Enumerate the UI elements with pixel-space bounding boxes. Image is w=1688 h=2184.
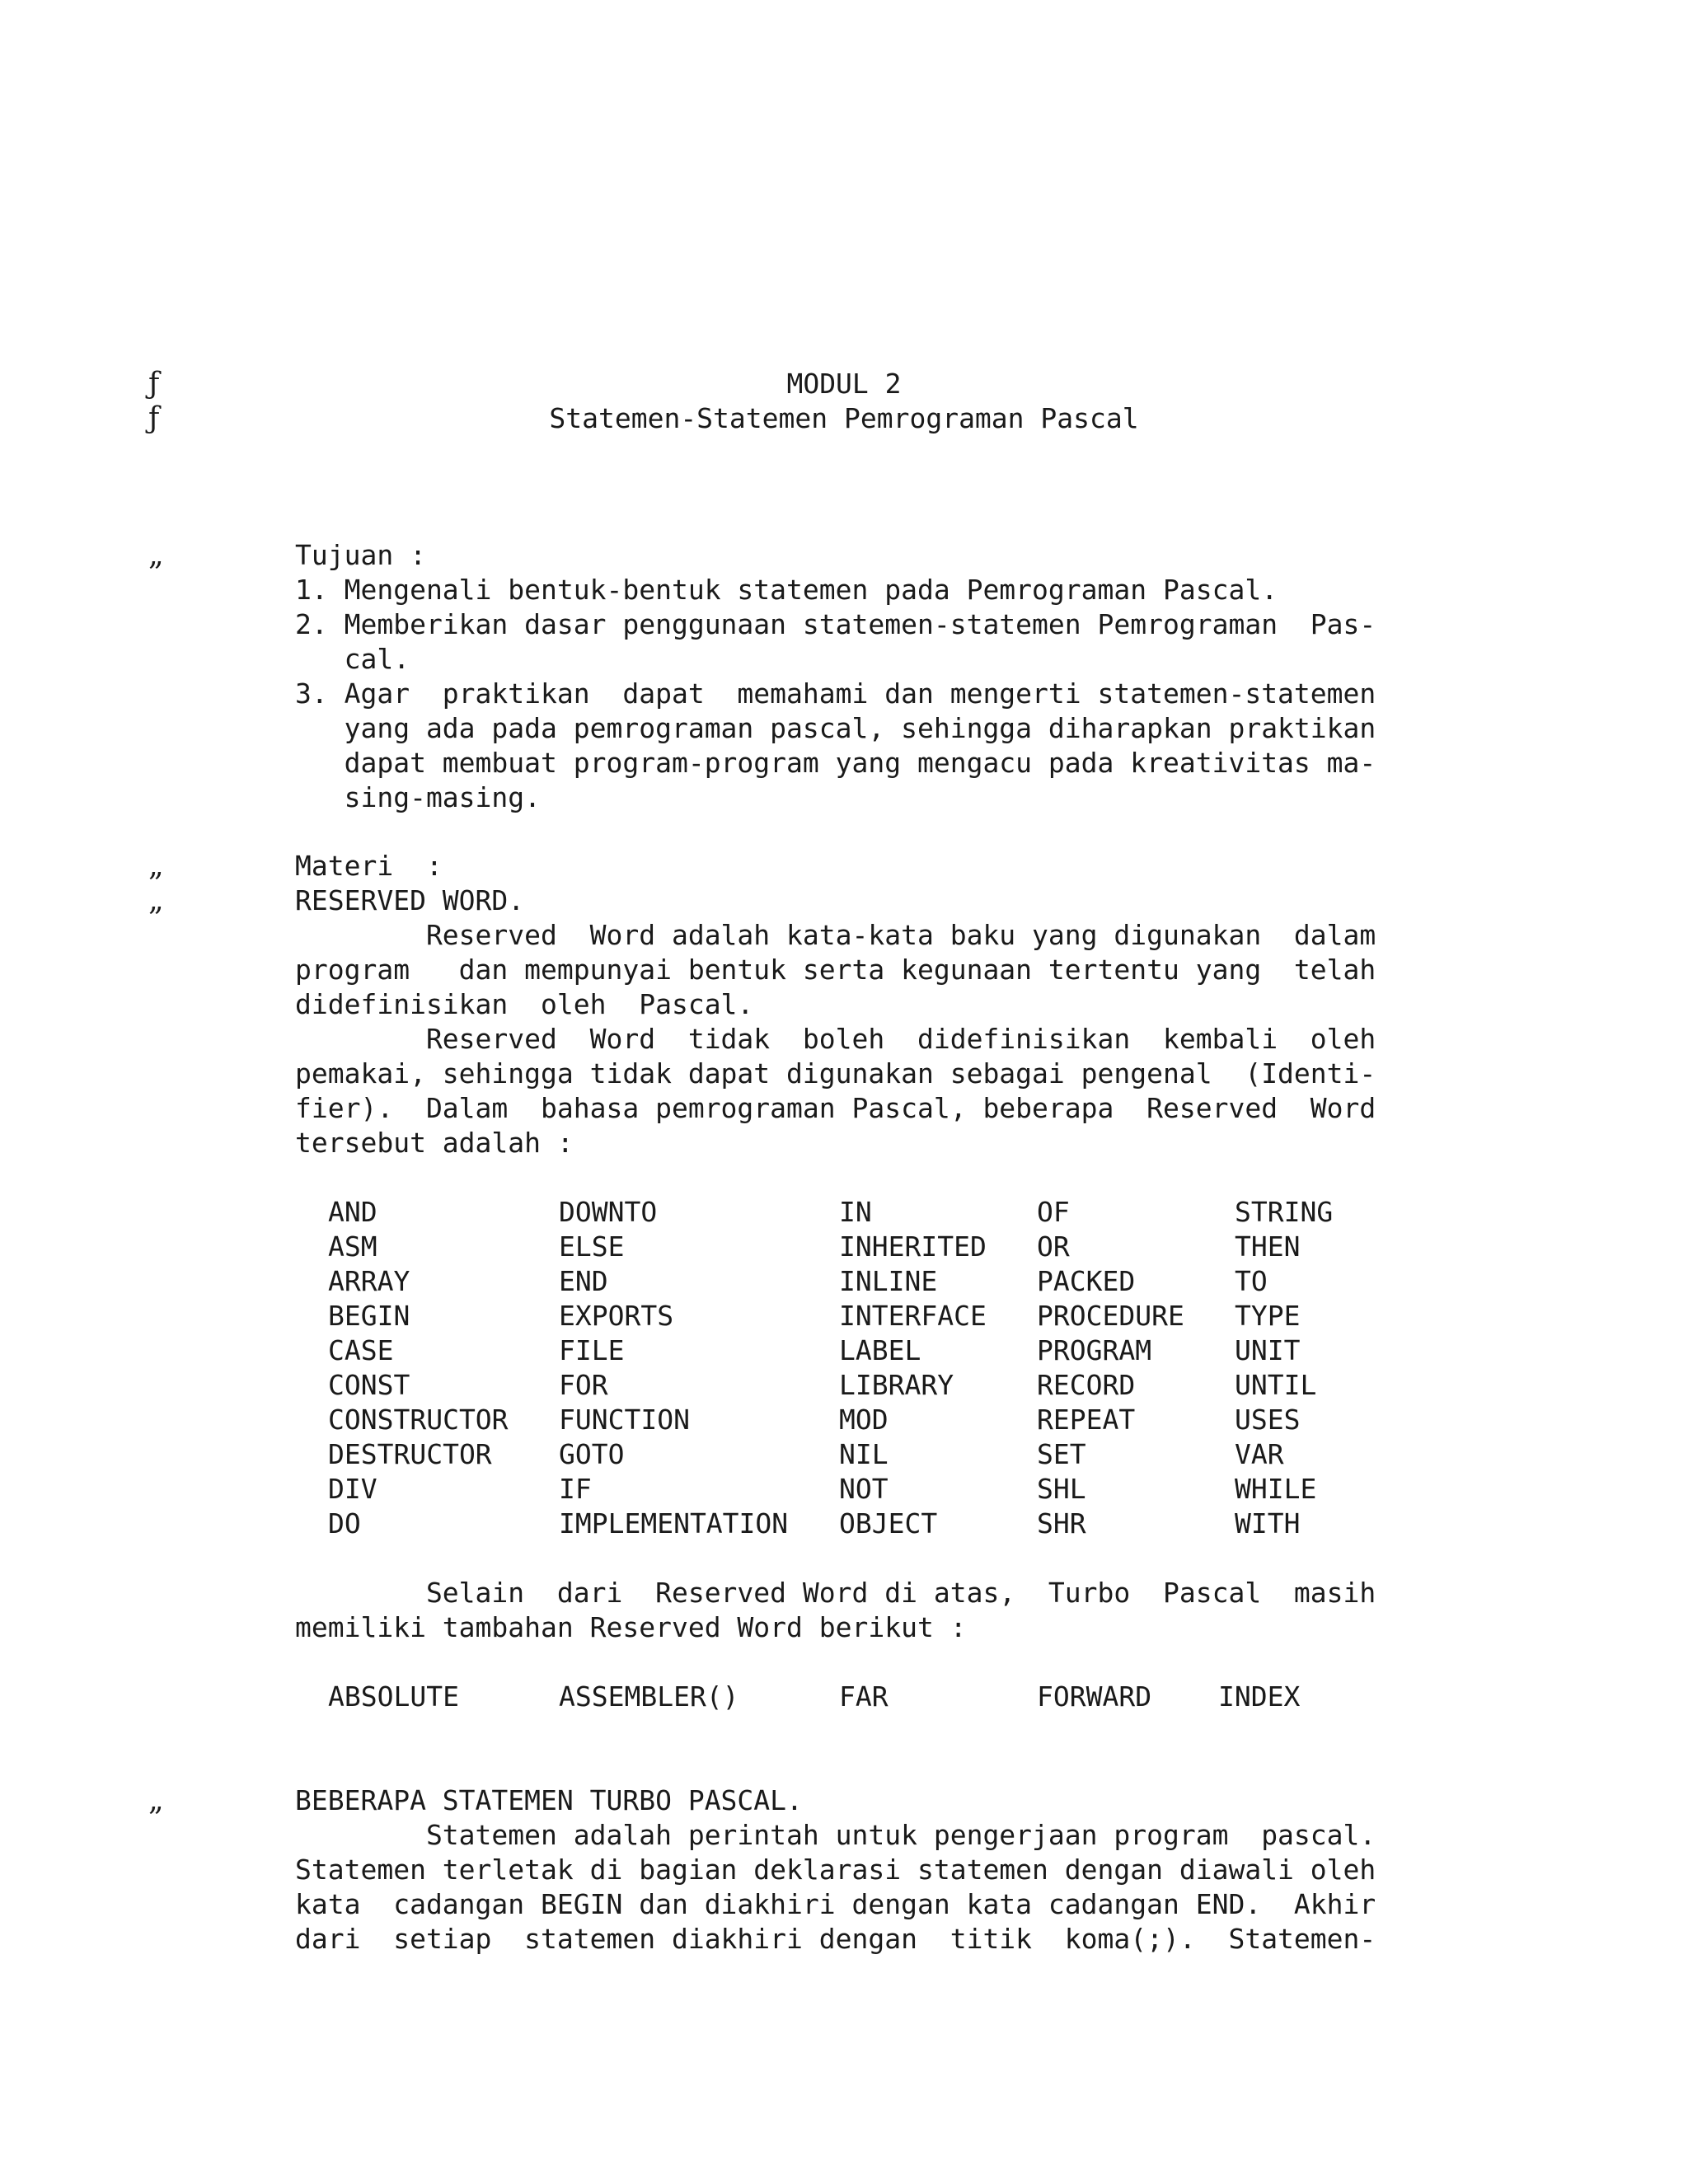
reserved-word: PROGRAM: [1037, 1334, 1152, 1366]
reserved-word: ASM: [328, 1230, 377, 1263]
reserved-word: TYPE: [1235, 1300, 1301, 1332]
paragraph-line: fier). Dalam bahasa pemrograman Pascal, beberapa Reserved Word: [295, 1092, 1376, 1124]
reserved-word: MOD: [839, 1404, 889, 1436]
reserved-word: OF: [1037, 1196, 1070, 1228]
reserved-word: TO: [1235, 1265, 1268, 1297]
reserved-word: STRING: [1235, 1196, 1334, 1228]
reserved-word: DIV: [328, 1473, 377, 1505]
reserved-word: SHR: [1037, 1507, 1086, 1540]
materi-marker: „: [148, 849, 164, 883]
tujuan-item: 1. Mengenali bentuk-bentuk statemen pada Pemrograman Pascal.: [295, 574, 1278, 606]
reserved-word: OBJECT: [839, 1507, 938, 1540]
module-title: MODUL 2: [786, 368, 902, 400]
module-subtitle: Statemen-Statemen Pemrograman Pascal: [549, 402, 1139, 434]
reserved-word: IMPLEMENTATION: [559, 1507, 789, 1540]
reserved-word: USES: [1235, 1404, 1301, 1436]
reserved-word: OR: [1037, 1230, 1070, 1263]
reserved-word: AND: [328, 1196, 377, 1228]
reserved-word: UNTIL: [1235, 1369, 1317, 1401]
tujuan-heading: Tujuan :: [295, 539, 426, 571]
tujuan-item: yang ada pada pemrograman pascal, sehingga diharapkan praktikan: [295, 712, 1376, 744]
reserved-word: UNIT: [1235, 1334, 1301, 1366]
paragraph-line: Reserved Word adalah kata-kata baku yang digunakan dalam: [295, 919, 1376, 951]
paragraph-line: didefinisikan oleh Pascal.: [295, 988, 754, 1020]
paragraph-line: Selain dari Reserved Word di atas, Turbo Pascal masih: [295, 1577, 1376, 1609]
reserved-word: EXPORTS: [559, 1300, 674, 1332]
tujuan-item: 3. Agar praktikan dapat memahami dan mengerti statemen-statemen: [295, 677, 1376, 710]
reserved-word: WHILE: [1235, 1473, 1317, 1505]
reserved-word: IN: [839, 1196, 872, 1228]
reserved-word: FAR: [839, 1680, 889, 1713]
reserved-word: DESTRUCTOR: [328, 1438, 492, 1470]
tujuan-item: cal.: [295, 643, 410, 675]
reserved-word: PACKED: [1037, 1265, 1136, 1297]
paragraph-line: Statemen adalah perintah untuk pengerjaan program pascal.: [295, 1819, 1376, 1851]
reserved-word: INDEX: [1218, 1680, 1301, 1713]
materi-heading: Materi :: [295, 850, 443, 882]
reserved-word: CONSTRUCTOR: [328, 1404, 509, 1436]
reserved-word: BEGIN: [328, 1300, 410, 1332]
tujuan-item: 2. Memberikan dasar penggunaan statemen-statemen Pemrograman Pas-: [295, 608, 1376, 640]
reserved-word: SHL: [1037, 1473, 1086, 1505]
reserved-word: REPEAT: [1037, 1404, 1136, 1436]
paragraph-line: kata cadangan BEGIN dan diakhiri dengan kata cadangan END. Akhir: [295, 1888, 1376, 1920]
reserved-word: GOTO: [559, 1438, 625, 1470]
reserved-word: ARRAY: [328, 1265, 410, 1297]
reserved-word: WITH: [1235, 1507, 1301, 1540]
reserved-word: DO: [328, 1507, 361, 1540]
reserved-word: INLINE: [839, 1265, 938, 1297]
reserved-word: CASE: [328, 1334, 394, 1366]
reserved-word: FOR: [559, 1369, 608, 1401]
statemen-heading: BEBERAPA STATEMEN TURBO PASCAL.: [295, 1784, 803, 1816]
reserved-word: CONST: [328, 1369, 410, 1401]
paragraph-line: Statemen terletak di bagian deklarasi statemen dengan diawali oleh: [295, 1854, 1376, 1886]
reserved-word: FUNCTION: [559, 1404, 690, 1436]
reserved-word: DOWNTO: [559, 1196, 658, 1228]
reserved-word: PROCEDURE: [1037, 1300, 1184, 1332]
reserved-word: FILE: [559, 1334, 625, 1366]
reserved-word: END: [559, 1265, 608, 1297]
tujuan-item: sing-masing.: [295, 781, 542, 813]
paragraph-line: program dan mempunyai bentuk serta kegunaan tertentu yang telah: [295, 954, 1376, 986]
reserved-word: INTERFACE: [839, 1300, 987, 1332]
header-marker-2: ƒ: [148, 401, 160, 435]
reserved-word: FORWARD: [1037, 1680, 1152, 1713]
reserved-marker: „: [148, 883, 164, 917]
reserved-word: SET: [1037, 1438, 1086, 1470]
reserved-word: NOT: [839, 1473, 889, 1505]
reserved-word: ASSEMBLER(): [559, 1680, 739, 1713]
reserved-word: ELSE: [559, 1230, 625, 1263]
reserved-word: NIL: [839, 1438, 889, 1470]
paragraph-line: pemakai, sehingga tidak dapat digunakan sebagai pengenal (Identi-: [295, 1057, 1376, 1090]
paragraph-line: dari setiap statemen diakhiri dengan titik koma(;). Statemen-: [295, 1923, 1376, 1955]
reserved-heading: RESERVED WORD.: [295, 884, 525, 916]
statemen-marker: „: [148, 1783, 164, 1817]
reserved-word: RECORD: [1037, 1369, 1136, 1401]
reserved-word: LIBRARY: [839, 1369, 954, 1401]
paragraph-line: memiliki tambahan Reserved Word berikut :: [295, 1611, 967, 1643]
reserved-word: VAR: [1235, 1438, 1284, 1470]
reserved-word: ABSOLUTE: [328, 1680, 459, 1713]
reserved-word: LABEL: [839, 1334, 921, 1366]
paragraph-line: tersebut adalah :: [295, 1127, 574, 1159]
reserved-word: THEN: [1235, 1230, 1301, 1263]
paragraph-line: Reserved Word tidak boleh didefinisikan kembali oleh: [295, 1023, 1376, 1055]
header-marker-1: ƒ: [148, 367, 160, 401]
reserved-word: INHERITED: [839, 1230, 987, 1263]
reserved-word: IF: [559, 1473, 592, 1505]
tujuan-item: dapat membuat program-program yang mengacu pada kreativitas ma-: [295, 747, 1376, 779]
tujuan-marker: „: [148, 538, 164, 572]
